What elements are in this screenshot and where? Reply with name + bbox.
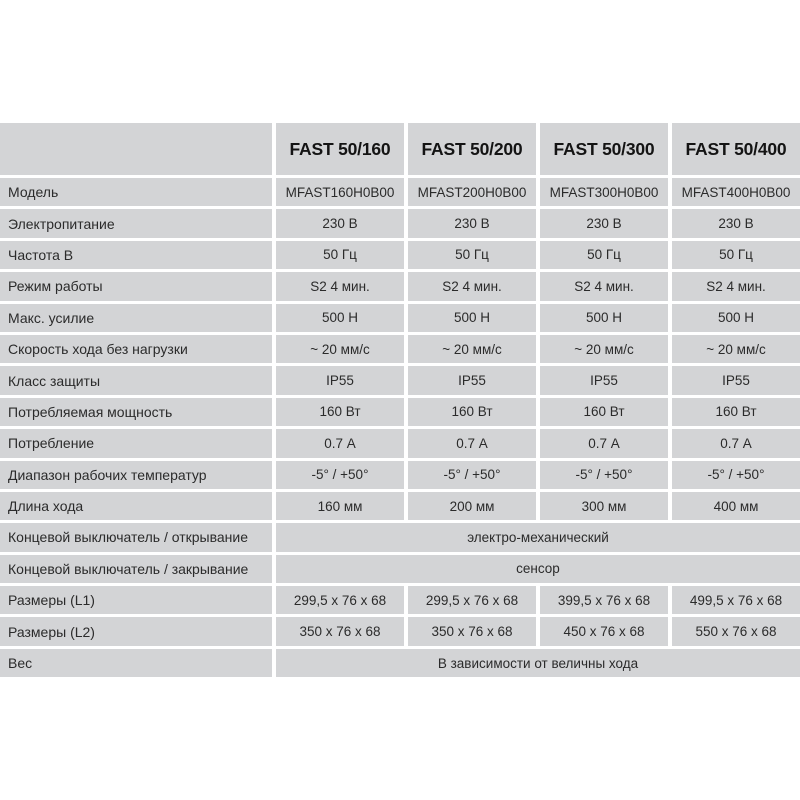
value-cell: 299,5 x 76 x 68 [408,586,536,614]
value-cell: IP55 [276,366,404,394]
spanning-value-cell: В зависимости от величны хода [276,649,800,677]
value-cell: ~ 20 мм/с [408,335,536,363]
value-cell: MFAST300H0B00 [540,178,668,206]
value-cell: S2 4 мин. [408,272,536,300]
row-label: Электропитание [0,209,272,237]
value-cell: 160 Вт [408,398,536,426]
value-cell: S2 4 мин. [672,272,800,300]
row-label: Макс. усилие [0,304,272,332]
row-label: Режим работы [0,272,272,300]
value-cell: 160 Вт [276,398,404,426]
value-cell: ~ 20 мм/с [540,335,668,363]
row-label: Размеры (L1) [0,586,272,614]
value-cell: -5° / +50° [276,461,404,489]
column-header: FAST 50/400 [672,123,800,175]
value-cell: -5° / +50° [672,461,800,489]
row-label: Потребление [0,429,272,457]
value-cell: S2 4 мин. [540,272,668,300]
spanning-value-cell: электро-механический [276,523,800,551]
value-cell: 160 мм [276,492,404,520]
spec-table [0,123,800,677]
value-cell: 299,5 x 76 x 68 [276,586,404,614]
row-label: Концевой выключатель / открывание [0,523,272,551]
value-cell: 350 x 76 x 68 [276,617,404,645]
value-cell: 230 В [540,209,668,237]
spanning-value-cell: сенсор [276,555,800,583]
column-header: FAST 50/300 [540,123,668,175]
row-label: Частота В [0,241,272,269]
corner-cell [0,123,272,175]
value-cell: 400 мм [672,492,800,520]
column-header: FAST 50/200 [408,123,536,175]
column-header: FAST 50/160 [276,123,404,175]
value-cell: 50 Гц [276,241,404,269]
row-label: Вес [0,649,272,677]
value-cell: 160 Вт [540,398,668,426]
value-cell: -5° / +50° [540,461,668,489]
row-label: Класс защиты [0,366,272,394]
value-cell: 300 мм [540,492,668,520]
value-cell: 350 x 76 x 68 [408,617,536,645]
value-cell: 0.7 А [540,429,668,457]
row-label: Потребляемая мощность [0,398,272,426]
value-cell: 200 мм [408,492,536,520]
value-cell: 50 Гц [672,241,800,269]
value-cell: -5° / +50° [408,461,536,489]
value-cell: 500 Н [672,304,800,332]
value-cell: IP55 [408,366,536,394]
row-label: Размеры (L2) [0,617,272,645]
value-cell: 550 x 76 x 68 [672,617,800,645]
value-cell: 499,5 x 76 x 68 [672,586,800,614]
value-cell: 450 x 76 x 68 [540,617,668,645]
value-cell: 230 В [408,209,536,237]
value-cell: 500 Н [540,304,668,332]
row-label: Длина хода [0,492,272,520]
value-cell: 0.7 А [276,429,404,457]
value-cell: 500 Н [408,304,536,332]
value-cell: 230 В [276,209,404,237]
value-cell: 399,5 x 76 x 68 [540,586,668,614]
value-cell: ~ 20 мм/с [276,335,404,363]
value-cell: 500 Н [276,304,404,332]
value-cell: 0.7 А [672,429,800,457]
value-cell: 50 Гц [540,241,668,269]
value-cell: MFAST200H0B00 [408,178,536,206]
value-cell: 160 Вт [672,398,800,426]
value-cell: IP55 [672,366,800,394]
value-cell: 230 В [672,209,800,237]
value-cell: 0.7 А [408,429,536,457]
value-cell: IP55 [540,366,668,394]
row-label: Модель [0,178,272,206]
value-cell: MFAST160H0B00 [276,178,404,206]
row-label: Концевой выключатель / закрывание [0,555,272,583]
row-label: Диапазон рабочих температур [0,461,272,489]
value-cell: S2 4 мин. [276,272,404,300]
value-cell: ~ 20 мм/с [672,335,800,363]
value-cell: MFAST400H0B00 [672,178,800,206]
value-cell: 50 Гц [408,241,536,269]
row-label: Скорость хода без нагрузки [0,335,272,363]
